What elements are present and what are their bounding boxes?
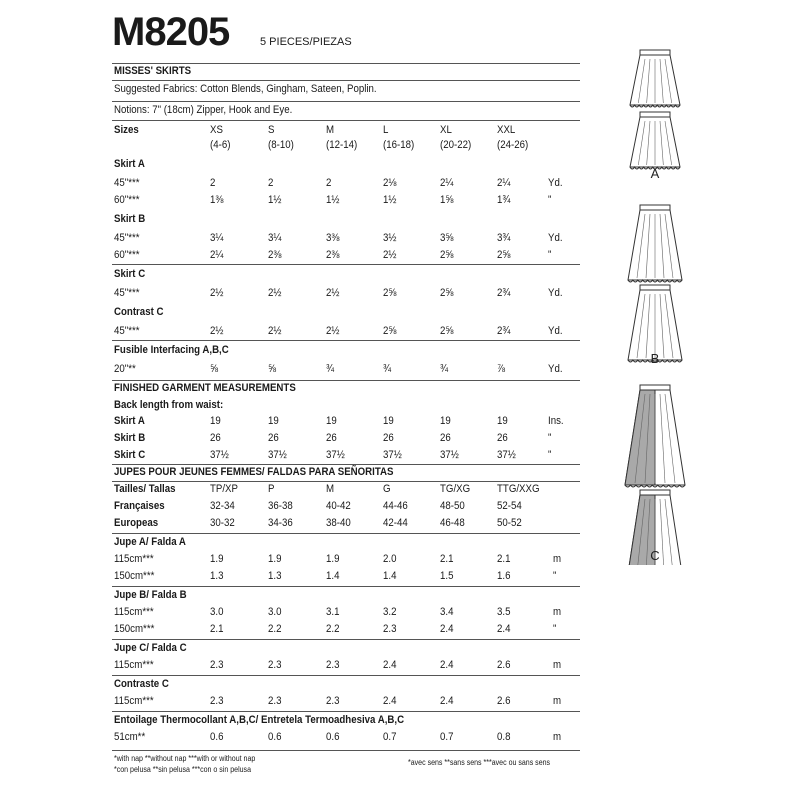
size-value: 26 (210, 432, 221, 444)
size-value: 2.1 (497, 553, 511, 565)
size-value: 3½ (383, 232, 397, 244)
skirt-a-back-waistband (640, 112, 670, 117)
unit: " (548, 449, 552, 461)
garment-name: Skirt B (114, 432, 146, 444)
size-value: 1.4 (326, 570, 340, 582)
unit: " (553, 623, 557, 635)
size-name: S (268, 124, 275, 136)
size-value: 2⅝ (440, 325, 454, 337)
view-label-a: A (650, 166, 660, 181)
divider (112, 639, 580, 640)
size-name: 40-42 (326, 500, 351, 512)
size-value: 2¼ (497, 177, 511, 189)
size-value: 26 (326, 432, 337, 444)
skirt-b-back-waistband (640, 285, 670, 290)
divider (112, 63, 580, 64)
fabric-width: 45"*** (114, 287, 140, 299)
size-name: XS (210, 124, 223, 136)
size-name: TP/XP (210, 483, 238, 495)
finished-title: FINISHED GARMENT MEASUREMENTS (114, 382, 296, 394)
size-value: 2.2 (326, 623, 340, 635)
size-label: Françaises (114, 500, 165, 512)
size-name: 30-32 (210, 517, 235, 529)
size-value: ⅝ (210, 363, 219, 375)
size-name: 36-38 (268, 500, 293, 512)
size-value: 3¼ (268, 232, 282, 244)
garment-name: Skirt A (114, 415, 145, 427)
divider (112, 675, 580, 676)
size-value: 1.9 (326, 553, 340, 565)
skirt-c-back-waistband (640, 490, 670, 495)
skirt-c-front-waistband (640, 385, 670, 390)
size-name: G (383, 483, 391, 495)
size-value: 2 (326, 177, 332, 189)
unit: " (548, 194, 552, 206)
unit: Yd. (548, 363, 563, 375)
size-value: 2.3 (210, 695, 224, 707)
divider (112, 120, 580, 121)
size-name: 38-40 (326, 517, 351, 529)
size-name: 48-50 (440, 500, 465, 512)
size-value: 2.3 (326, 695, 340, 707)
size-value: 2⅝ (497, 249, 511, 261)
size-value: 37½ (210, 449, 229, 461)
divider (112, 750, 580, 751)
size-label: Tailles/ Tallas (114, 483, 176, 495)
size-value: 26 (440, 432, 451, 444)
size-value: 2.1 (440, 553, 454, 565)
size-value: 2⅝ (383, 325, 397, 337)
unit: Yd. (548, 177, 563, 189)
fabric-width: 51cm** (114, 731, 146, 743)
fabric-width: 45"*** (114, 232, 140, 244)
size-value: 0.6 (210, 731, 224, 743)
divider (112, 80, 580, 81)
size-value: 2.0 (383, 553, 397, 565)
size-value: 26 (268, 432, 279, 444)
size-value: 1.6 (497, 570, 511, 582)
size-value: 37½ (268, 449, 287, 461)
section-title: JUPES POUR JEUNES FEMMES/ FALDAS PARA SEÑORITAS (114, 466, 394, 478)
footnote: *con pelusa **sin pelusa ***con o sin pelusa (114, 765, 251, 774)
notions: Notions: 7" (18cm) Zipper, Hook and Eye. (114, 104, 293, 116)
size-range: (4-6) (210, 139, 231, 151)
unit: Ins. (548, 415, 564, 427)
size-range: (24-26) (497, 139, 529, 151)
size-value: 1.4 (383, 570, 397, 582)
size-value: 19 (210, 415, 221, 427)
fabric-width: 150cm*** (114, 570, 155, 582)
size-value: ¾ (440, 363, 449, 375)
fabric-width: 60"*** (114, 194, 140, 206)
size-value: 0.7 (440, 731, 454, 743)
size-value: 19 (440, 415, 451, 427)
size-value: 3.0 (210, 606, 224, 618)
size-name: P (268, 483, 275, 495)
fabric-width: 20"** (114, 363, 136, 375)
size-name: 34-36 (268, 517, 293, 529)
size-value: 19 (383, 415, 394, 427)
skirt-a-front-waistband (640, 50, 670, 55)
suggested-fabrics: Suggested Fabrics: Cotton Blends, Gingham, Sateen, Poplin. (114, 83, 377, 95)
size-value: 2⅜ (268, 249, 282, 261)
size-value: 1.3 (210, 570, 224, 582)
size-value: 0.6 (268, 731, 282, 743)
size-value: 1⅜ (210, 194, 224, 206)
unit: m (553, 731, 562, 743)
fabric-width: 115cm*** (114, 695, 154, 707)
size-value: ¾ (326, 363, 335, 375)
size-value: 3¾ (497, 232, 511, 244)
size-value: 2.4 (440, 659, 454, 671)
garment-name: Skirt A (114, 158, 145, 170)
fabric-width: 45"*** (114, 325, 140, 337)
size-value: 2½ (326, 287, 340, 299)
size-value: 1¾ (497, 194, 511, 206)
size-value: 2.2 (268, 623, 282, 635)
size-value: 37½ (383, 449, 402, 461)
unit: m (553, 606, 562, 618)
size-value: 3.5 (497, 606, 511, 618)
size-value: 0.7 (383, 731, 397, 743)
fabric-width: 45"*** (114, 177, 140, 189)
divider (112, 586, 580, 587)
size-name: 44-46 (383, 500, 408, 512)
size-value: 2½ (210, 287, 224, 299)
divider (112, 380, 580, 381)
size-value: 3¼ (210, 232, 224, 244)
size-value: 3⅝ (440, 232, 454, 244)
size-value: 3.2 (383, 606, 397, 618)
size-value: 2.3 (268, 695, 282, 707)
size-value: 3.4 (440, 606, 454, 618)
view-label-b: B (650, 351, 660, 366)
size-value: 1.9 (210, 553, 224, 565)
size-value: 26 (497, 432, 508, 444)
size-name: 52-54 (497, 500, 522, 512)
size-value: 2.1 (210, 623, 224, 635)
size-value: 3.1 (326, 606, 340, 618)
size-value: 1.3 (268, 570, 282, 582)
garment-name: Skirt B (114, 213, 146, 225)
size-value: 26 (383, 432, 394, 444)
sizes-label: Sizes (114, 124, 139, 136)
size-value: 2.4 (440, 695, 454, 707)
unit: Yd. (548, 325, 563, 337)
size-value: 37½ (440, 449, 459, 461)
unit: m (553, 553, 562, 565)
garment-name: Contrast C (114, 306, 164, 318)
size-value: 2.6 (497, 695, 511, 707)
view-label-c: C (650, 548, 660, 563)
size-value: 2⅝ (440, 287, 454, 299)
size-value: 2¼ (440, 177, 454, 189)
size-value: 2.3 (210, 659, 224, 671)
size-value: 2⅛ (383, 177, 397, 189)
pattern-number: M8205 (112, 10, 230, 54)
size-name: 46-48 (440, 517, 465, 529)
size-value: ⅞ (497, 363, 506, 375)
fabric-width: 115cm*** (114, 606, 154, 618)
size-value: 2.4 (383, 695, 397, 707)
size-value: 2 (268, 177, 274, 189)
size-value: 2½ (326, 325, 340, 337)
size-value: 2½ (268, 287, 282, 299)
size-value: 2½ (383, 249, 397, 261)
size-value: 2¾ (497, 287, 511, 299)
unit: " (548, 432, 552, 444)
divider (112, 340, 580, 341)
pieces-count: 5 PIECES/PIEZAS (260, 36, 352, 48)
size-value: 2.4 (497, 623, 511, 635)
unit: Yd. (548, 232, 563, 244)
divider (112, 264, 580, 265)
size-name: M (326, 124, 335, 136)
size-value: 37½ (326, 449, 345, 461)
divider (112, 481, 580, 482)
fabric-width: 115cm*** (114, 659, 154, 671)
size-name: TG/XG (440, 483, 471, 495)
size-value: 2¼ (210, 249, 224, 261)
size-name: 42-44 (383, 517, 408, 529)
size-value: 2¾ (497, 325, 511, 337)
size-value: 1½ (268, 194, 282, 206)
size-range: (8-10) (268, 139, 294, 151)
size-label: Europeas (114, 517, 159, 529)
size-value: 2 (210, 177, 216, 189)
size-value: 2.3 (268, 659, 282, 671)
size-value: 1.9 (268, 553, 282, 565)
size-range: (16-18) (383, 139, 415, 151)
unit: " (548, 249, 552, 261)
garment-name: Fusible Interfacing A,B,C (114, 344, 229, 356)
size-value: 3⅜ (326, 232, 340, 244)
size-name: L (383, 124, 389, 136)
size-value: 2⅝ (383, 287, 397, 299)
size-value: 3.0 (268, 606, 282, 618)
size-value: 2.3 (383, 623, 397, 635)
footnote: *with nap **without nap ***with or without nap (114, 754, 256, 763)
size-value: 2½ (210, 325, 224, 337)
size-value: 19 (497, 415, 508, 427)
size-name: 50-52 (497, 517, 522, 529)
garment-name: Skirt C (114, 449, 146, 461)
size-value: 2.4 (383, 659, 397, 671)
fabric-width: 60"*** (114, 249, 140, 261)
garment-name: Jupe A/ Falda A (114, 536, 186, 548)
size-name: XXL (497, 124, 516, 136)
size-value: 2.4 (440, 623, 454, 635)
size-name: XL (440, 124, 452, 136)
divider (112, 464, 580, 465)
size-value: 1⅝ (440, 194, 454, 206)
size-value: 0.6 (326, 731, 340, 743)
size-range: (12-14) (326, 139, 358, 151)
size-name: 32-34 (210, 500, 235, 512)
size-value: 1½ (326, 194, 340, 206)
footnote: *avec sens **sans sens ***avec ou sans sens (408, 758, 551, 767)
garment-name: Entoilage Thermocollant A,B,C/ Entretela Termoadhesiva A,B,C (114, 714, 405, 726)
skirt-b-front-waistband (640, 205, 670, 210)
size-value: 2.6 (497, 659, 511, 671)
size-name: M (326, 483, 335, 495)
section-title: MISSES' SKIRTS (114, 65, 192, 77)
unit: Yd. (548, 287, 563, 299)
size-value: 0.8 (497, 731, 511, 743)
divider (112, 711, 580, 712)
size-value: 2½ (268, 325, 282, 337)
garment-name: Jupe C/ Falda C (114, 642, 187, 654)
size-value: ⅝ (268, 363, 277, 375)
size-value: 1½ (383, 194, 397, 206)
garment-name: Contraste C (114, 678, 169, 690)
divider (112, 101, 580, 102)
garment-name: Jupe B/ Falda B (114, 589, 187, 601)
size-value: ¾ (383, 363, 392, 375)
garment-name: Skirt C (114, 268, 146, 280)
size-value: 19 (268, 415, 279, 427)
unit: " (553, 570, 557, 582)
unit: m (553, 695, 562, 707)
size-range: (20-22) (440, 139, 472, 151)
unit: m (553, 659, 562, 671)
size-value: 1.5 (440, 570, 454, 582)
size-value: 2⅝ (440, 249, 454, 261)
size-value: 37½ (497, 449, 516, 461)
divider (112, 533, 580, 534)
finished-subtitle: Back length from waist: (114, 399, 224, 411)
size-value: 2⅜ (326, 249, 340, 261)
fabric-width: 150cm*** (114, 623, 155, 635)
size-name: TTG/XXG (497, 483, 540, 495)
size-value: 2.3 (326, 659, 340, 671)
view-illustrations (600, 45, 710, 565)
fabric-width: 115cm*** (114, 553, 154, 565)
size-value: 19 (326, 415, 337, 427)
